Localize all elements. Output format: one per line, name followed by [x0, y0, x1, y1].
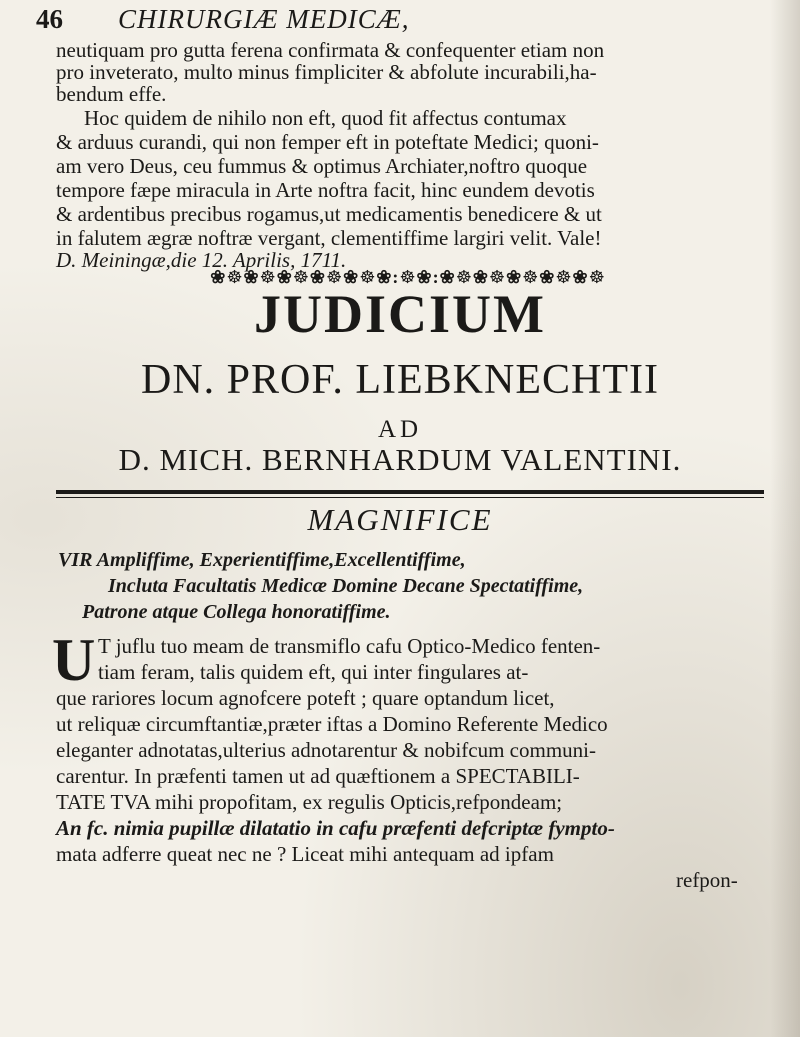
addressee-heading: D. MICH. BERNHARDUM VALENTINI. [118, 442, 682, 477]
running-head: CHIRURGIÆ MEDICÆ, [118, 4, 410, 34]
body-line: T juflu tuo meam de transmiflo cafu Optico-Medico fenten- [98, 634, 601, 658]
divider-rule-thin [56, 497, 764, 498]
salutation-heading: MAGNIFICE [307, 502, 493, 537]
letter-line: Hoc quidem de nihilo non eft, quod fit affectus contumax [84, 106, 567, 130]
letter-line: in falutem ægræ noftræ vergant, clementiffime largiri velit. Vale! [56, 226, 602, 250]
ad-heading: AD [377, 416, 423, 443]
body-line: carentur. In præfenti tamen ut ad quæftionem a SPECTABILI- [56, 764, 580, 788]
page-number: 46 [36, 4, 63, 34]
salutation-line: Patrone atque Collega honoratiffime. [82, 601, 391, 623]
author-heading: DN. PROF. LIEBKNECHTII [141, 357, 659, 403]
divider-rule [56, 490, 764, 494]
body-line: An fc. nimia pupillæ dilatatio in cafu præfenti defcriptæ fympto- [56, 816, 615, 840]
letter-line: am vero Deus, ceu fummus & optimus Archiater,noftro quoque [56, 154, 588, 178]
body-line: TATE TVA mihi propofitam, ex regulis Opticis,refpondeam; [56, 790, 563, 814]
body-line: eleganter adnotatas,ulterius adnotarentur & nobifcum communi- [56, 738, 596, 762]
letter-line: pro inveterato, multo minus fimpliciter & abfolute incurabili,ha- [56, 60, 597, 84]
body-line: mata adferre queat nec ne ? Liceat mihi antequam ad ipfam [56, 842, 554, 866]
dateline: D. Meiningæ,die 12. Aprilis, 1711. [56, 248, 347, 272]
catchword: refpon- [676, 868, 738, 892]
letter-line: bendum effe. [56, 82, 167, 106]
body-line: ut reliquæ circumftantiæ,præter iftas a Domino Referente Medico [56, 712, 608, 736]
body-line: tiam feram, talis quidem eft, qui inter fingulares at- [98, 660, 529, 684]
section-title: JUDICIUM [254, 284, 546, 344]
letter-line: & ardentibus precibus rogamus,ut medicamentis benedicere & ut [56, 202, 602, 226]
letter-line: neutiquam pro gutta ferena confirmata & confequenter etiam non [56, 38, 605, 62]
letter-line: tempore fæpe miracula in Arte noftra facit, hinc eundem devotis [56, 178, 595, 202]
salutation-line: VIR Ampliffime, Experientiffime,Excellentiffime, [58, 549, 466, 571]
body-line: que rariores locum agnofcere poteft ; quare optandum licet, [56, 686, 555, 710]
drop-cap: U [52, 627, 96, 693]
salutation-line: Incluta Facultatis Medicæ Domine Decane Spectatiffime, [108, 575, 584, 597]
letter-line: & arduus curandi, qui non femper eft in poteftate Medici; quoni- [56, 130, 599, 154]
ornamental-border: ❀☸❀☸❀☸❀☸❀☸❀:☸❀:❀☸❀☸❀☸❀☸❀☸ [210, 267, 606, 287]
